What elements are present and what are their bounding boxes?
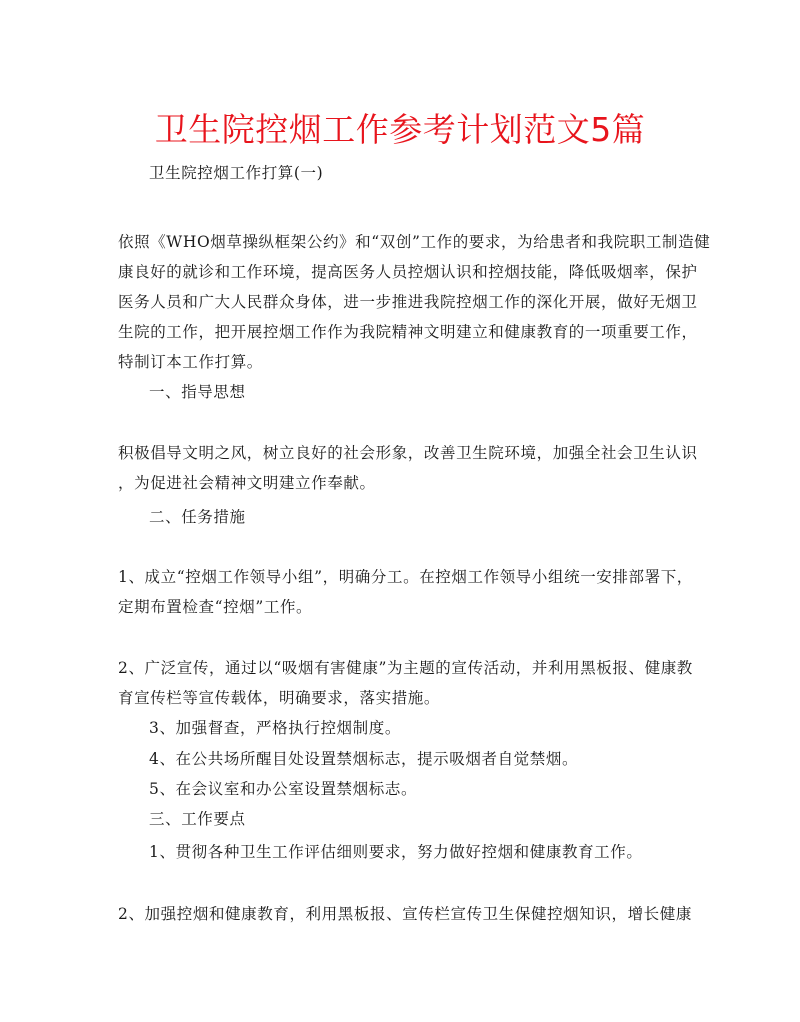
intro-line-3: 医务人员和广大人民群众身体，进一步推进我院控烟工作的深化开展，做好无烟卫	[118, 293, 698, 311]
intro-line-5: 特制订本工作打算。	[118, 353, 263, 371]
document-title: 卫生院控烟工作参考计划范文5篇	[154, 110, 646, 149]
task-item-1-line-1: 1、成立“控烟工作领导小组”，明确分工。在控烟工作领导小组统一安排部署下，	[118, 568, 693, 586]
task-item-2-line-2: 育宣传栏等宣传载体，明确要求，落实措施。	[118, 689, 441, 707]
task-item-3: 3、加强督查，严格执行控烟制度。	[149, 719, 401, 737]
guiding-thought-line-2: ，为促进社会精神文明建立作奉献。	[118, 474, 376, 492]
task-item-2-line-1: 2、广泛宣传，通过以“吸烟有害健康”为主题的宣传活动，并利用黑板报、健康教	[118, 659, 693, 677]
section-heading-work-points: 三、工作要点	[149, 810, 246, 828]
task-item-1-line-2: 定期布置检查“控烟”工作。	[118, 598, 313, 616]
task-item-4: 4、在公共场所醒目处设置禁烟标志，提示吸烟者自觉禁烟。	[149, 750, 579, 768]
task-item-5: 5、在会议室和办公室设置禁烟标志。	[149, 780, 418, 798]
section-heading-guiding-thought: 一、指导思想	[149, 383, 246, 401]
plan-subtitle: 卫生院控烟工作打算(一)	[149, 164, 324, 182]
work-point-1: 1、贯彻各种卫生工作评估细则要求，努力做好控烟和健康教育工作。	[149, 843, 643, 861]
intro-line-2: 康良好的就诊和工作环境，提高医务人员控烟认识和控烟技能，降低吸烟率，保护	[118, 263, 698, 281]
intro-line-4: 生院的工作，把开展控烟工作作为我院精神文明建立和健康教育的一项重要工作，	[118, 323, 698, 341]
work-point-2-line-1: 2、加强控烟和健康教育，利用黑板报、宣传栏宣传卫生保健控烟知识，增长健康	[118, 905, 692, 923]
section-heading-task-measures: 二、任务措施	[149, 508, 246, 526]
intro-line-1: 依照《WHO烟草操纵框架公约》和“双创”工作的要求，为给患者和我院职工制造健	[118, 233, 711, 251]
guiding-thought-line-1: 积极倡导文明之风，树立良好的社会形象，改善卫生院环境，加强全社会卫生认识	[118, 444, 698, 462]
